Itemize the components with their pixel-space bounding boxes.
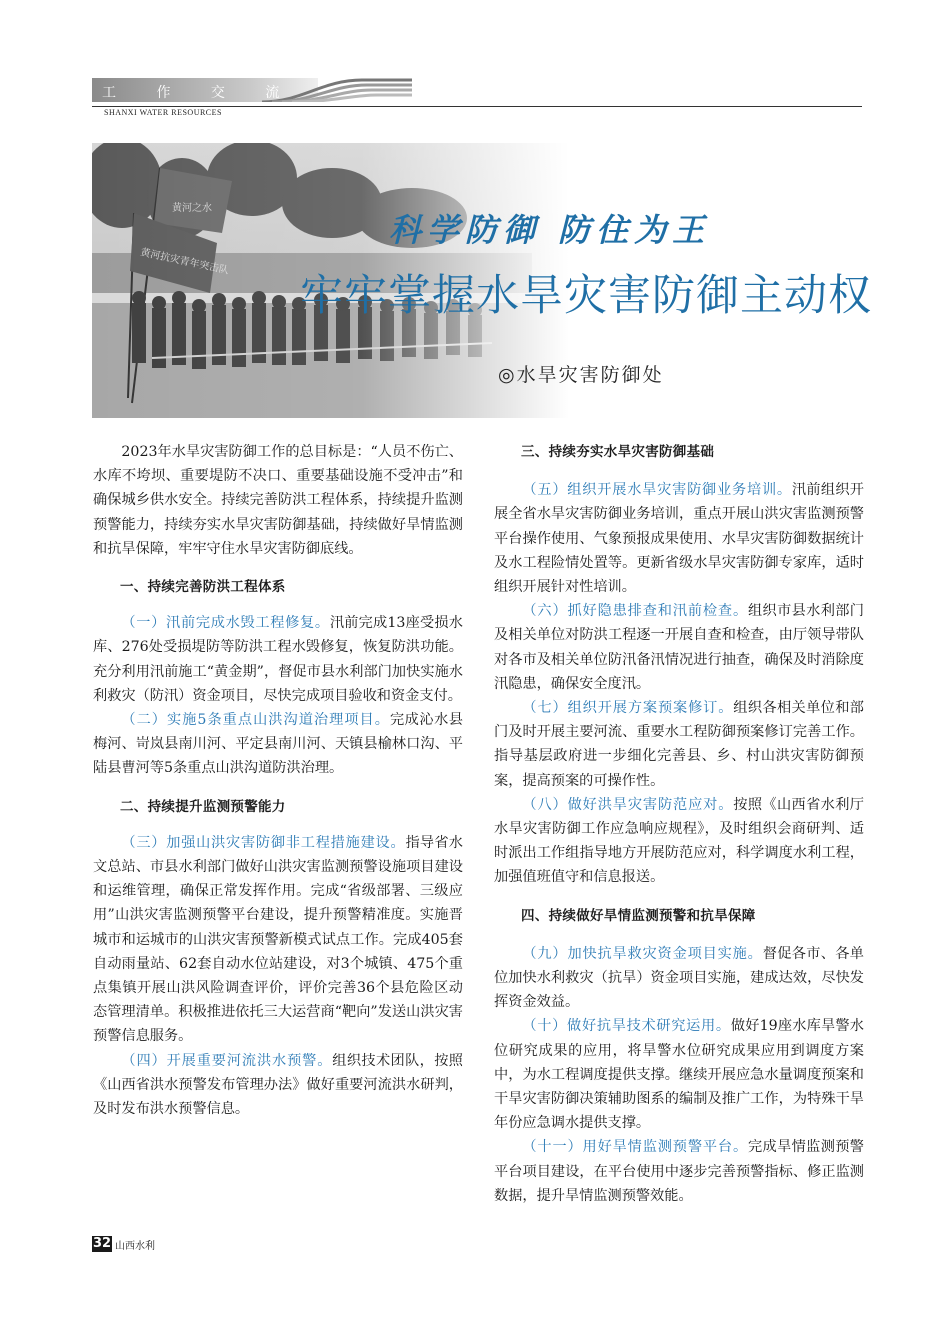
subheading-9: （九）加快抗旱救灾资金项目实施。: [522, 945, 763, 962]
paragraph-11-body: 完成旱情监测预警平台项目建设，在平台使用中逐步完善预警指标、修正监测数据，提升旱情监测预警效能。: [494, 1139, 864, 1204]
section-heading-4: 四、持续做好旱情监测预警和抗旱保障: [521, 907, 756, 924]
paragraph-4-body: 组织技术团队，按照《山西省洪水预警发布管理办法》做好重要河流洪水研判，及时发布洪水预警信息。: [93, 1052, 463, 1118]
section-heading-2: 二、持续提升监测预警能力: [120, 798, 286, 815]
paragraph-8: [494, 793, 864, 890]
article-kicker: 科学防御 防住为王: [389, 211, 711, 249]
paragraph-9-body: 督促各市、各单位加快水利救灾（抗旱）资金项目实施，建成达效，尽快发挥资金效益。: [494, 945, 864, 1011]
paragraph-8-body: 按照《山西省水利厅水旱灾害防御工作应急响应规程》，及时组织会商研判、适时派出工作组指导地方开展防范应对，科学调度水利工程，加强值班值守和信息报送。: [494, 796, 864, 886]
paragraph-6-body: 组织市县水利部门及相关单位对防洪工程逐一开展自查和检查，由厅领导带队对各市及相关单位防汛备汛情况进行抽查，确保及时消除度汛隐患，确保安全度汛。: [494, 603, 864, 692]
paragraph-5-body: 汛前组织开展全省水旱灾害防御业务培训，重点开展山洪灾害监测预警平台操作使用、气象预报成果使用、水旱灾害防御数据统计及水工程险情处置等。更新省级水旱灾害防御专家库，适时组织开展针对性培训。: [494, 482, 864, 596]
journal-subtitle: SHANXI WATER RESOURCES: [104, 108, 222, 117]
paragraph-3-body: 指导省水文总站、市县水利部门做好山洪灾害监测预警设施项目建设和运维管理，确保正常发挥作用。完成“省级部署、三级应用”山洪灾害监测预警平台建设，提升预警精准度。实施晋城市和运城市的山洪灾害预警新模式试点工作。完成405套自动雨量站、62套自动水位站建设，对3个城镇、475个重点集镇开展山洪风险调查评价，评价完善36个县危险区动态管理清单。积极推进依托三大运营商“靶向”发送山洪灾害预警信息服务。: [93, 834, 463, 1045]
subheading-2: （二）实施5条重点山洪沟道治理项目。: [121, 712, 390, 729]
paragraph-7: [494, 696, 864, 793]
paragraph-11: [494, 1135, 864, 1208]
paragraph-9: [494, 942, 864, 1015]
subheading-6: （六）抓好隐患排查和汛前检查。: [522, 603, 748, 620]
subheading-4: （四）开展重要河流洪水预警。: [121, 1052, 333, 1069]
running-header: [92, 78, 862, 118]
subheading-10: （十）做好抗旱技术研究运用。: [522, 1018, 731, 1035]
article-title: 牢牢掌握水旱灾害防御主动权: [300, 271, 872, 321]
section-label: 工 作 交 流: [102, 85, 298, 101]
paragraph-4: [93, 1049, 463, 1122]
section-heading-3: 三、持续夯实水旱灾害防御基础: [521, 444, 715, 460]
subheading-7: （七）组织开展方案预案修订。: [522, 700, 734, 717]
subheading-8: （八）做好洪旱灾害防范应对。: [522, 796, 734, 813]
paragraph-10-body: 做好19座水库旱警水位研究成果的应用，将旱警水位研究成果应用到调度方案中，为水工程调度提供支撑。继续开展应急水量调度预案和干旱灾害防御决策辅助图系的编制及推广工作，为特殊干旱年份应急调水提供支撑。: [494, 1018, 864, 1132]
paragraph-1: [93, 611, 463, 708]
paragraph-1-body: 汛前完成13座受损水库、276处受损堤防等防洪工程水毁修复，恢复防洪功能。充分利用汛前施工“黄金期”，督促市县水利部门加快实施水利救灾（防汛）资金项目，尽快完成项目验收和资金支付。: [93, 615, 463, 704]
subheading-3: （三）加强山洪灾害防御非工程措施建设。: [121, 834, 406, 851]
page-number: 32: [92, 1236, 112, 1251]
paragraph-7-body: 组织各相关单位和部门及时开展主要河流、重要水工程防御预案修订完善工作。指导基层政府进一步细化完善县、乡、村山洪灾害防御预案，提高预案的可操作性。: [494, 700, 864, 789]
wave-logo-icon: [242, 78, 412, 102]
paragraph-6: [494, 599, 864, 696]
right-column: [494, 440, 864, 1208]
header-rule: [92, 106, 862, 107]
section-heading-1: 一、持续完善防洪工程体系: [120, 579, 286, 596]
subheading-5: （五）组织开展水旱灾害防御业务培训。: [522, 482, 792, 499]
paragraph-2-body: 完成沁水县梅河、岢岚县南川河、平定县南川河、天镇县榆林口沟、平陆县曹河等5条重点山洪沟道防洪治理。: [93, 712, 463, 777]
paragraph-10: [494, 1014, 864, 1135]
paragraph-3: [93, 831, 463, 1049]
intro-paragraph: 2023年水旱灾害防御工作的总目标是：“人员不伤亡、水库不垮坝、重要堤防不决口、重要基础设施不受冲击”和确保城乡供水安全。持续完善防洪工程体系，持续提升监测预警能力，持续夯实水旱灾害防御基础，持续做好旱情监测和抗旱保障，牢牢守住水旱灾害防御底线。: [93, 444, 463, 557]
paragraph-2: [93, 708, 463, 781]
journal-name: 山西水利: [115, 1241, 155, 1252]
subheading-1: （一）汛前完成水毁工程修复。: [121, 615, 330, 632]
article-byline: ◎水旱灾害防御处: [498, 364, 664, 386]
left-column: [93, 440, 463, 1121]
subheading-11: （十一）用好旱情监测预警平台。: [522, 1139, 748, 1156]
paragraph-5: [494, 478, 864, 599]
